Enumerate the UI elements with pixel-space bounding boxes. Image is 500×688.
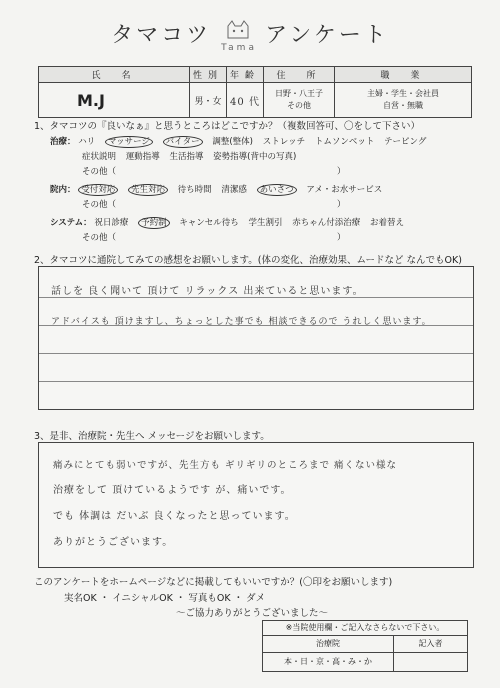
address-option-1: 日野・八王子 — [275, 89, 323, 98]
clinic-option[interactable]: アメ・お水サービス — [306, 185, 383, 195]
header-occupation: 職 業 — [335, 67, 472, 83]
treatment-option[interactable]: ハリ — [78, 137, 96, 147]
address-option-2: その他 — [287, 101, 311, 110]
treatment-label: 治療： — [50, 137, 76, 147]
q3-answer-line-1: 痛みにとても弱いですが、先生方も ギリギリのところまで 痛くない様な — [53, 460, 398, 471]
title-right: アンケート — [265, 23, 389, 48]
treatment-option[interactable]: テーピング — [384, 137, 427, 147]
q3-answer-line-4: ありがとうございます。 — [53, 537, 174, 548]
clinic-option[interactable]: 待ち時間 — [177, 185, 212, 195]
clinic-option[interactable]: 受付対応 — [78, 184, 118, 196]
respondent-info-table — [38, 66, 472, 118]
treatment-option[interactable]: 調整(整体) — [212, 137, 253, 147]
treatment-row-1 — [50, 135, 433, 147]
system-option[interactable]: 予約制 — [138, 217, 170, 229]
q2-answer-box[interactable] — [38, 266, 474, 410]
q2-question: 2、タマコツに通院してみての感想をお願いします。(体の変化、治療効果、ムードなど なんでもOK) — [34, 255, 462, 266]
system-option[interactable]: 祝日診療 — [94, 218, 129, 228]
header-gender: 性別 — [190, 67, 227, 83]
consent-options[interactable]: 実名OK ・ イニシャルOK ・ 写真もOK ・ ダメ — [64, 593, 266, 604]
cat-logo-icon — [221, 20, 255, 53]
header-age: 年齢 — [227, 67, 264, 83]
clinic-option[interactable]: あいさつ — [257, 184, 297, 196]
treatment-row-2 — [82, 150, 303, 162]
staff-writer-field — [394, 653, 467, 671]
system-row — [50, 216, 411, 228]
occupation-value[interactable] — [335, 83, 472, 118]
consent-question: このアンケートをホームページなどに掲載してもいいですか？(〇印をお願いします) — [34, 577, 393, 588]
survey-title — [0, 18, 500, 53]
staff-note: ※当院使用欄・ご記入なさらないで下さい。 — [263, 621, 467, 636]
logo-text: Tama — [221, 42, 257, 53]
treatment-option[interactable]: マッサージ — [105, 136, 153, 148]
age-value[interactable]: 40 代 — [227, 83, 264, 118]
system-other[interactable]: その他（ ） — [82, 233, 346, 243]
treatment-option[interactable]: 運動指導 — [125, 152, 160, 162]
address-value[interactable] — [264, 83, 335, 118]
q2-answer-line-2: アドバイスも 頂けますし、ちょっとした事でも 相談できるので うれしく思います。 — [51, 317, 432, 327]
title-left: タマコツ — [111, 23, 212, 48]
treatment-option[interactable]: 症状説明 — [82, 152, 117, 162]
q1-question: 1、タマコツの『良いなぁ』と思うところはどこですか？（複数回答可、〇をして下さい） — [34, 121, 421, 132]
treatment-option[interactable]: バイター — [163, 136, 203, 148]
clinic-label: 院内： — [50, 185, 76, 195]
system-option[interactable]: 学生割引 — [248, 218, 283, 228]
q3-answer-line-2: 治療をして 頂けているようです が、痛いです。 — [53, 485, 292, 496]
treatment-option[interactable]: ストレッチ — [262, 137, 306, 147]
treatment-other[interactable]: その他（ ） — [82, 167, 346, 177]
system-option[interactable]: 赤ちゃん付添治療 — [292, 218, 361, 228]
treatment-option[interactable]: 姿勢指導(背中の写真) — [213, 152, 297, 162]
staff-col-clinic: 治療院 — [263, 636, 394, 652]
clinic-option[interactable]: 清潔感 — [221, 185, 247, 195]
answer-line — [39, 381, 473, 382]
system-option[interactable]: お着替え — [369, 218, 404, 228]
name-value[interactable]: M.J — [39, 83, 190, 118]
q3-answer-line-3: でも 体調は だいぶ 良くなったと思っています。 — [53, 511, 296, 522]
q3-answer-box[interactable] — [38, 442, 474, 568]
staff-clinic-options: 本・日・京・高・み・か — [263, 653, 394, 671]
header-address: 住 所 — [264, 67, 335, 83]
clinic-option[interactable]: 先生対応 — [128, 184, 168, 196]
occupation-option-2: 自営・無職 — [383, 101, 423, 110]
system-label: システム： — [50, 218, 92, 228]
thanks-message: ～ご協力ありがとうございました～ — [176, 608, 329, 619]
clinic-other[interactable]: その他（ ） — [82, 200, 346, 210]
answer-line — [39, 353, 473, 354]
clinic-row — [50, 183, 389, 195]
staff-use-box — [262, 620, 468, 672]
treatment-option[interactable]: 生活指導 — [169, 152, 204, 162]
answer-line — [39, 297, 473, 298]
treatment-option[interactable]: トムソンベット — [314, 137, 375, 147]
staff-col-writer: 記入者 — [418, 639, 443, 648]
occupation-option-1: 主婦・学生・会社員 — [367, 89, 439, 98]
gender-value[interactable]: 男・女 — [190, 83, 227, 118]
q3-question: 3、是非、治療院・先生へ メッセージをお願いします。 — [34, 431, 270, 442]
system-option[interactable]: キャンセル待ち — [179, 218, 239, 228]
q2-answer-line-1: 話しを 良く聞いて 頂けて リラックス 出来ていると思います。 — [51, 286, 364, 297]
header-name: 氏 名 — [39, 67, 190, 83]
